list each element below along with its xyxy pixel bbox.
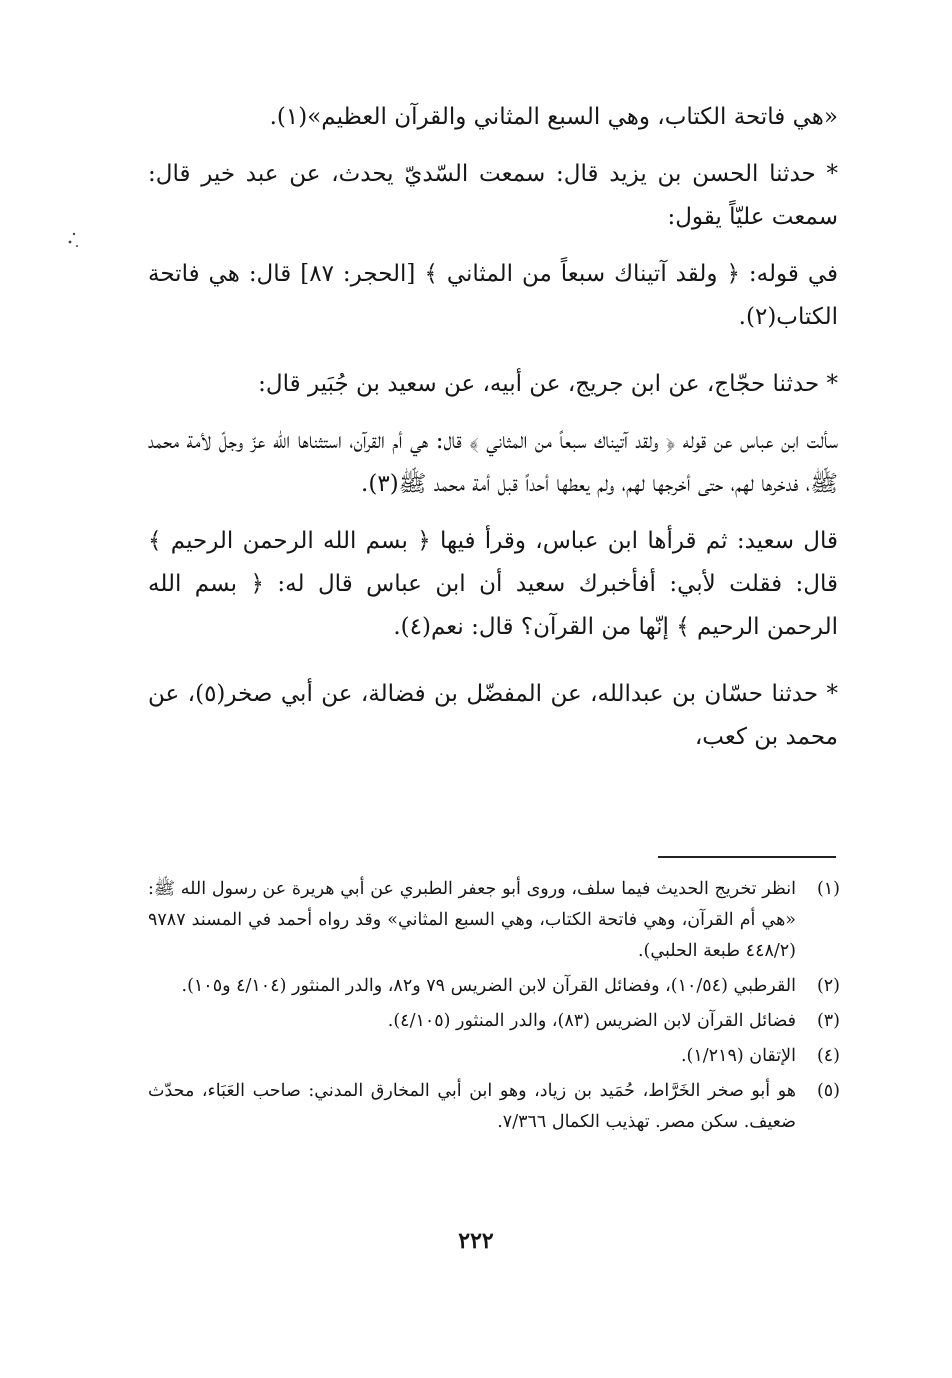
footnote-3: [148, 1006, 840, 1037]
footnote-text: انظر تخريج الحديث فيما سلف، وروى أبو جعفر الطبري عن أبي هريرة عن رسول الله ﷺ: «هي أم القرآن، وهي فاتحة الكتاب، وهي السبع المثاني» وقد رواه أحمد في المسند ٩٧٨٧ (٤٤٨/٢ طبعة الحلبي).: [148, 879, 796, 961]
page-number: ٢٢٢: [458, 1228, 494, 1254]
footnote-separator: [658, 856, 836, 858]
ink-speck-icon: [64, 228, 84, 252]
paragraph-4: * حدثنا حجّاج، عن ابن جريج، عن أبيه، عن سعيد بن جُبَير قال:: [258, 371, 838, 397]
footnotes: [148, 874, 840, 1142]
paragraph-7: * حدثنا حسّان بن عبدالله، عن المفضّل بن فضالة، عن أبي صخر(٥)، عن محمد بن كعب،: [148, 681, 838, 750]
main-text: [148, 96, 838, 773]
footnote-text: القرطبي (١٠/٥٤)، وفضائل القرآن لابن الضريس ٧٩ و٨٢، والدر المنثور (٤/١٠٤ و١٠٥).: [181, 976, 796, 996]
paragraph-6: قال سعيد: ثم قرأها ابن عباس، وقرأ فيها ﴿ بسم الله الرحمن الرحيم ﴾ قال: فقلت لأبي: أفأخبرك سعيد أن ابن عباس قال له: ﴿ بسم الله الرحمن الرحيم ﴾ إنّها من القرآن؟ قال: نعم(٤).: [148, 528, 838, 640]
footnote-number: (١): [816, 879, 840, 899]
footnote-text: هو أبو صخر الخَرَّاط، حُمَيد بن زياد، وهو ابن أبي المخارق المدني: صاحب العَبَاء، محدّث ضعيف. سكن مصر. تهذيب الكمال ٧/٣٦٦.: [148, 1081, 796, 1132]
footnote-text: فضائل القرآن لابن الضريس (٨٣)، والدر المنثور (٤/١٠٥).: [387, 1011, 796, 1031]
footnote-number: (٥): [816, 1081, 840, 1101]
paragraph-3: في قوله: ﴿ ولقد آتيناك سبعاً من المثاني ﴾ [الحجر: ٨٧] قال: هي فاتحة الكتاب(٢).: [148, 261, 839, 330]
footnote-4: [148, 1041, 840, 1072]
footnote-number: (٣): [816, 1011, 840, 1031]
paragraph-5: سألت ابن عباس عن قوله ﴿ ولقد آتيناك سبعاً من المثاني ﴾ قال: هي أم القرآن، استثناها الله عزّ وجلّ لأمة محمد ﷺ، فدخرها لهم، حتى أخرجها لهم، ولم يعطها أحداً قبل أمة محمد ﷺ(٣).: [148, 428, 838, 497]
footnote-2: [148, 971, 840, 1002]
footnote-text: الإتقان (١/٢١٩).: [680, 1046, 796, 1066]
footnote-5: [148, 1076, 840, 1138]
footnote-number: (٤): [816, 1046, 840, 1066]
paragraph-2: * حدثنا الحسن بن يزيد قال: سمعت السّديّ يحدث، عن عبد خير قال: سمعت عليّاً يقول:: [148, 161, 838, 230]
paragraph-1: «هي فاتحة الكتاب، وهي السبع المثاني والقرآن العظيم»(١).: [269, 104, 838, 130]
footnote-1: [148, 874, 840, 967]
footnote-number: (٢): [816, 976, 840, 996]
